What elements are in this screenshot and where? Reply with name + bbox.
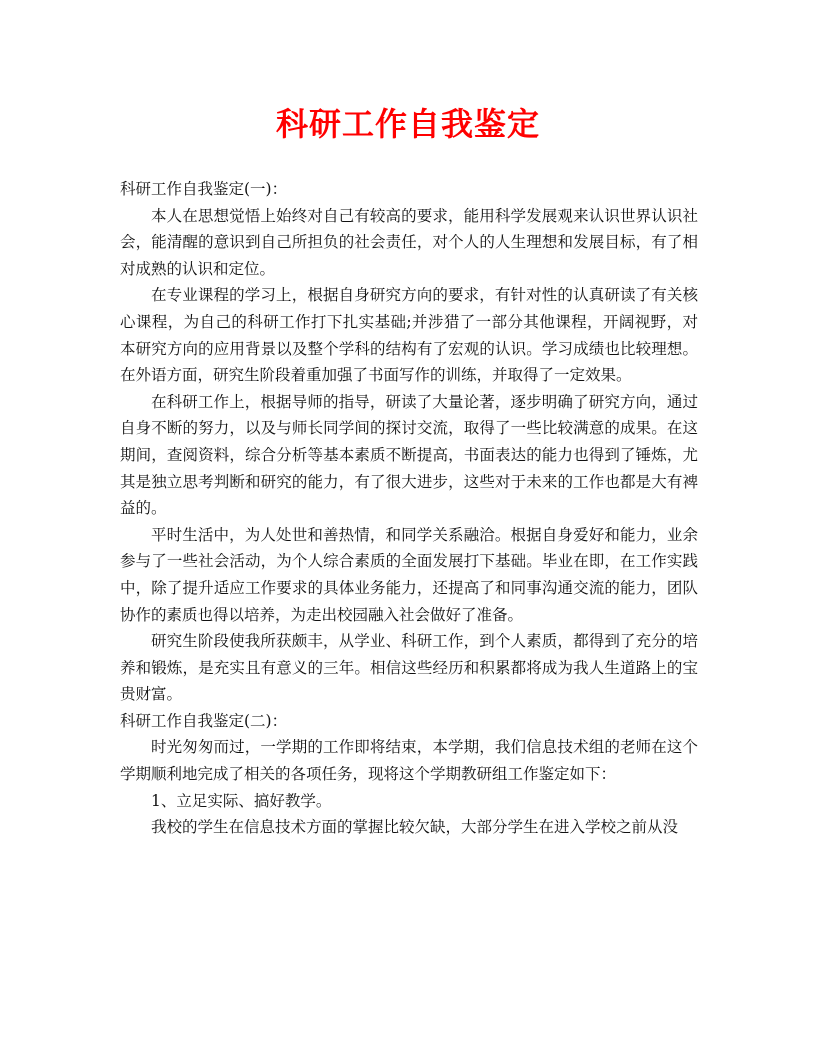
paragraph: 在科研工作上，根据导师的指导，研读了大量论著，逐步明确了研究方向，通过自身不断的努力，以及与师长同学间的探讨交流，取得了一些比较满意的成果。在这期间，查阅资料，综合分析等基本素质不断提高，书面表达的能力也得到了锤炼，尤其是独立思考判断和研究的能力，有了很大进步，这些对于未来的工作也都是大有裨益的。: [120, 392, 698, 518]
section-heading-2: 科研工作自我鉴定(二)：: [120, 711, 288, 730]
section-heading-1: 科研工作自我鉴定(一)：: [120, 180, 288, 198]
document-title: 科研工作自我鉴定: [275, 105, 540, 143]
paragraph: 研究生阶段使我所获颇丰，从学业、科研工作，到个人素质，都得到了充分的培养和锻炼，是充实且有意义的三年。相信这些经历和积累都将成为我人生道路上的宝贵财富。: [120, 632, 698, 704]
document-body: [120, 176, 698, 841]
paragraph: 我校的学生在信息技术方面的掌握比较欠缺，大部分学生在进入学校之前从没: [151, 818, 679, 837]
paragraph: 时光匆匆而过，一学期的工作即将结束，本学期，我们信息技术组的老师在这个学期顺利地完成了相关的各项任务，现将这个学期教研组工作鉴定如下：: [120, 738, 698, 784]
list-item: 1、立足实际、搞好教学。: [151, 791, 332, 810]
paragraph: 本人在思想觉悟上始终对自己有较高的要求，能用科学发展观来认识世界认识社会，能清醒的意识到自己所担负的社会责任，对个人的人生理想和发展目标，有了相对成熟的认识和定位。: [120, 206, 698, 278]
paragraph: 在专业课程的学习上，根据自身研究方向的要求，有针对性的认真研读了有关核心课程，为自己的科研工作打下扎实基础;并涉猎了一部分其他课程，开阔视野，对本研究方向的应用背景以及整个学科的结构有了宏观的认识。学习成绩也比较理想。在外语方面，研究生阶段着重加强了书面写作的训练，并取得了一定效果。: [120, 286, 698, 385]
paragraph: 平时生活中，为人处世和善热情，和同学关系融洽。根据自身爱好和能力，业余参与了一些社会活动，为个人综合素质的全面发展打下基础。毕业在即，在工作实践中，除了提升适应工作要求的具体业务能力，还提高了和同事沟通交流的能力，团队协作的素质也得以培养，为走出校园融入社会做好了准备。: [120, 525, 698, 624]
